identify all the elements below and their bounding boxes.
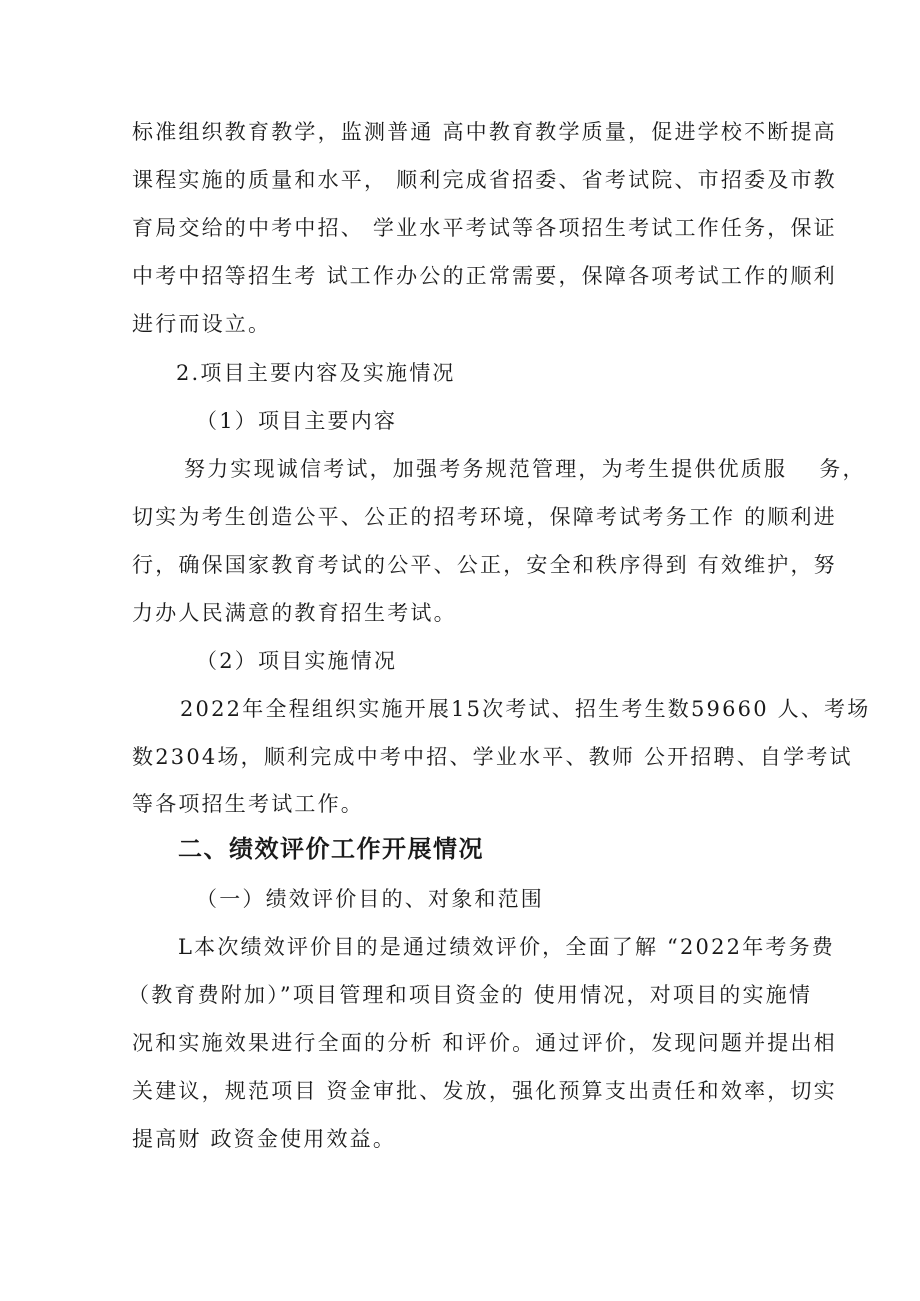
paragraph-line: 中考中招等招生考 试工作办公的正常需要，保障各项考试工作的顺利 (132, 264, 837, 288)
paragraph-line: 努力实现诚信考试，加强考务规范管理，为考生提供优质服 务， (184, 457, 866, 481)
section-subheading: 2.项目主要内容及实施情况 (176, 361, 456, 385)
subsection-heading: （一）绩效评价目的、对象和范围 (196, 887, 544, 911)
subsection-heading: （2）项目实施情况 (196, 649, 398, 673)
paragraph-line: （教育费附加）”项目管理和项目资金的 使用情况，对项目的实施情 (128, 983, 813, 1007)
paragraph-line: 力办人民满意的教育招生考试。 (132, 601, 457, 625)
paragraph-line: 关建议，规范项目 资金审批、发放，强化预算支出责任和效率，切实 (132, 1079, 837, 1103)
paragraph-line: 进行而设立。 (132, 312, 272, 336)
paragraph-line: 课程实施的质量和水平， 顺利完成省招委、省考试院、市招委及市教 (132, 168, 837, 192)
paragraph-line: L本次绩效评价目的是通过绩效评价，全面了解 “2022年考务费 (178, 935, 835, 959)
paragraph-line: 标准组织教育教学，监测普通 高中教育教学质量，促进学校不断提高 (132, 120, 837, 144)
paragraph-line: 行，确保国家教育考试的公平、公正，安全和秩序得到 有效维护，努 (132, 553, 837, 577)
paragraph-line: 等各项招生考试工作。 (132, 792, 364, 816)
paragraph-line: 数2304场，顺利完成中考中招、学业水平、教师 公开招聘、自学考试 (132, 745, 853, 769)
paragraph-line: 况和实施效果进行全面的分析 和评价。通过评价，发现问题并提出相 (132, 1031, 837, 1055)
section-heading: 二、绩效评价工作开展情况 (178, 835, 484, 863)
paragraph-line: 2022年全程组织实施开展15次考试、招生考生数59660 人、考场 (180, 697, 871, 721)
paragraph-line: 切实为考生创造公平、公正的招考环境，保障考试考务工作 的顺利进 (132, 505, 837, 529)
subsection-heading: （1）项目主要内容 (196, 409, 398, 433)
paragraph-line: 提高财 政资金使用效益。 (132, 1127, 397, 1151)
paragraph-line: 育局交给的中考中招、 学业水平考试等各项招生考试工作任务，保证 (132, 216, 837, 240)
